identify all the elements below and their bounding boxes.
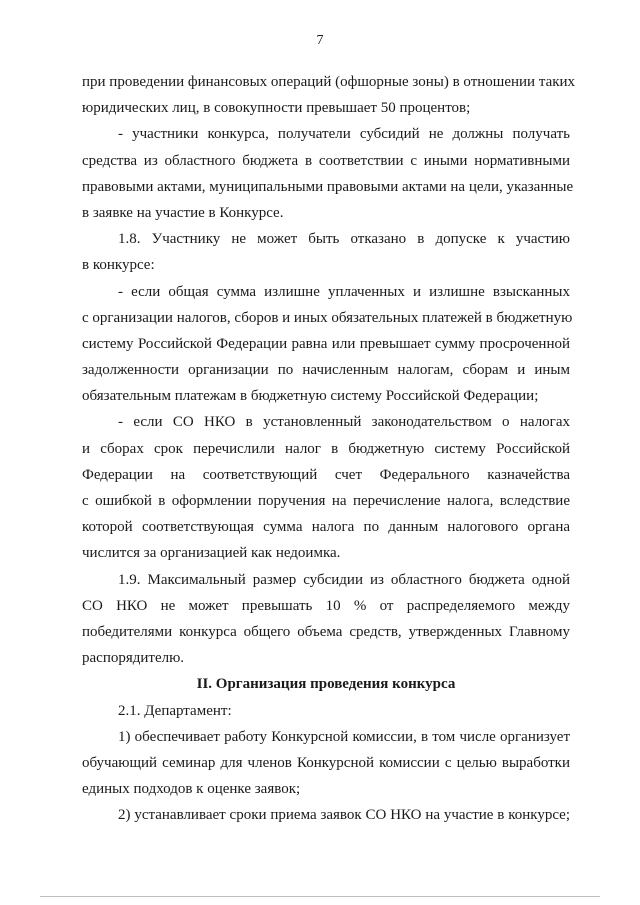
text-line: систему Российской Федерации равна или превышает сумму просроченной: [82, 335, 570, 352]
document-body: [82, 69, 576, 828]
text-line: обучающий семинар для членов Конкурсной комиссии с целью выработки: [82, 754, 570, 771]
text-line: - если общая сумма излишне уплаченных и излишне взысканных: [118, 283, 570, 300]
text-line: задолженности организации по начисленным налогам, сборам и иным: [82, 362, 570, 379]
text-line: распорядителю.: [82, 650, 185, 667]
text-line: - если СО НКО в установленный законодательством о налогах: [118, 414, 570, 431]
text-line: - участники конкурса, получатели субсидий не должны получать: [118, 126, 570, 143]
text-line: 2) устанавливает сроки приема заявок СО НКО на участие в конкурсе;: [118, 807, 570, 824]
text-line: числится за организацией как недоимка.: [82, 545, 341, 562]
text-line: средства из областного бюджета в соответствии с иными нормативными: [82, 152, 570, 169]
text-line: единых подходов к оценке заявок;: [82, 781, 301, 798]
text-line: 1) обеспечивает работу Конкурсной комиссии, в том числе организует: [118, 728, 570, 745]
text-line: при проведении финансовых операций (офшорные зоны) в отношении таких: [82, 74, 576, 90]
text-line: правовыми актами, муниципальными правовыми актами на цели, указанные: [82, 178, 574, 195]
text-line: в заявке на участие в Конкурсе.: [82, 204, 284, 221]
text-line: с организации налогов, сборов и иных обязательных платежей в бюджетную: [82, 309, 573, 326]
text-line: 2.1. Департамент:: [118, 702, 232, 719]
section-heading: II. Организация проведения конкурса: [196, 676, 456, 693]
text-line: в конкурсе:: [82, 257, 155, 274]
text-line: 1.8. Участнику не может быть отказано в допуске к участию: [118, 231, 570, 248]
text-line: Федерации на соответствующий счет Федерального казначейства: [82, 466, 570, 483]
text-line: обязательным платежам в бюджетную систему Российской Федерации;: [82, 388, 539, 405]
scan-edge-line: [40, 896, 600, 897]
text-line: с ошибкой в оформлении поручения на перечисление налога, вследствие: [82, 493, 570, 509]
text-line: 1.9. Максимальный размер субсидии из областного бюджета одной: [118, 571, 570, 588]
text-line: и сборах срок перечислили налог в бюджетную систему Российской: [82, 440, 570, 457]
text-line: победителями конкурса общего объема средств, утвержденных Главному: [82, 623, 570, 640]
text-line: СО НКО не может превышать 10 % от распределяемого между: [82, 597, 570, 614]
page-number: 7: [316, 33, 324, 48]
text-line: юридических лиц, в совокупности превышает 50 процентов;: [82, 100, 471, 117]
text-line: которой соответствующая сумма налога по данным налогового органа: [82, 519, 570, 536]
